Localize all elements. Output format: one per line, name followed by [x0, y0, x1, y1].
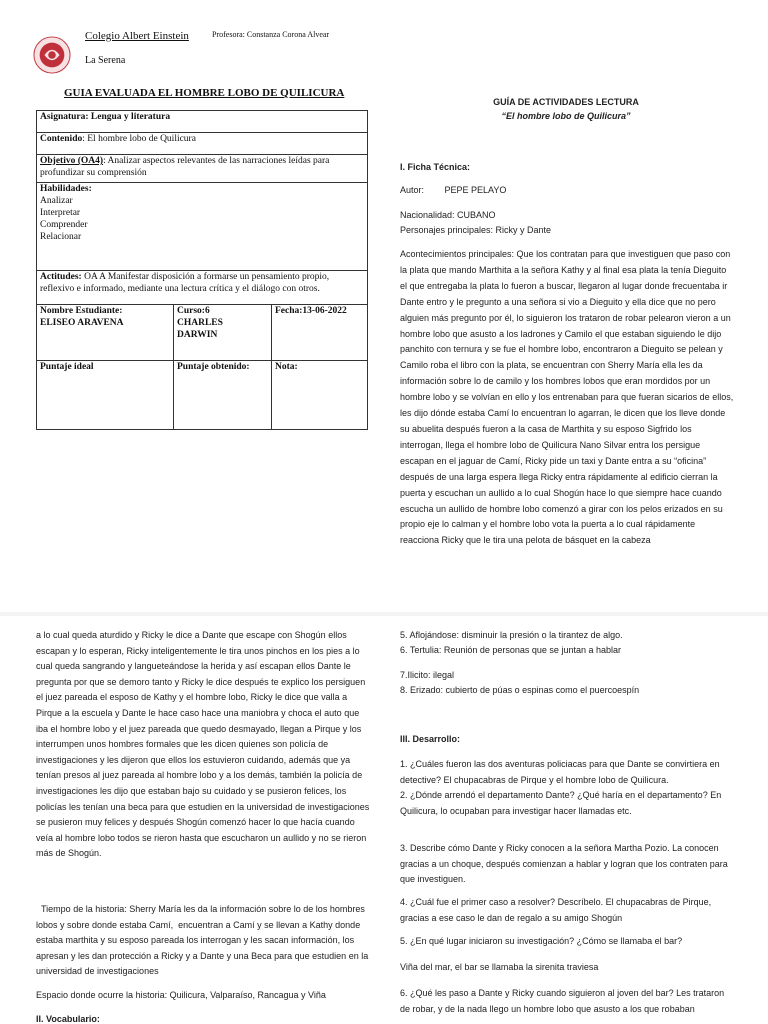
question-6: 6. ¿Qué les paso a Dante y Ricky cuando siguieron al joven del bar? Les trataron de robar, y de la nada llego un hombre lobo que asusto a los que robaban	[400, 988, 725, 1014]
question-2: 2. ¿Dónde arrendó el departamento Dante? ¿Qué haría en el departamento? En Quilicura, lo ocupaban para investigar hacer llamadas etc.	[400, 790, 722, 816]
attitudes-row	[37, 271, 367, 305]
question-5-answer: Viña del mar, el bar se llamaba la sirenita traviesa	[400, 962, 599, 972]
date-cell	[272, 305, 367, 360]
teacher-name: Profesora: Constanza Corona Alvear	[212, 30, 330, 39]
story-time-paragraph: Tiempo de la historia: Sherry María les da la información sobre lo de los hombres lobos y sobre donde estaba Camí, encuentran a Camí y se llevan a Kathy donde estaba marthita y su esposo pareada los interrogan y les sacan información, los apresan y les dan protección a Ricky y a Dante y una Beca para que estudien en la universidad de investigaciones	[36, 904, 371, 977]
question-1: 1. ¿Cuáles fueron las dos aventuras policiacas para que Dante se convirtiera en detective? El chupacabras de Pirque y el hombre lobo de Quilicura.	[400, 759, 720, 785]
attitudes-label: Actitudes:	[40, 272, 82, 282]
ideal-score-label: Puntaje ideal	[40, 362, 94, 372]
evaluation-form-table	[36, 110, 368, 430]
skill-item: Relacionar	[40, 231, 82, 242]
author-line	[400, 185, 735, 195]
subject-label: Asignatura: Lengua y literatura	[40, 112, 171, 122]
story-place-line: Espacio donde ocurre la historia: Quilicura, Valparaíso, Rancagua y Viña	[36, 990, 326, 1000]
date-label: Fecha:13-06-2022	[275, 306, 347, 316]
obtained-score-cell	[174, 361, 272, 429]
grade-cell	[272, 361, 367, 429]
vocab-item-8: 8. Erizado: cubierto de púas o espinas como el puercoespín	[400, 685, 640, 695]
city: La Serena	[85, 55, 126, 66]
grade-label: Nota:	[275, 362, 298, 372]
content-row	[37, 133, 367, 155]
course-label: Curso:6	[177, 306, 210, 316]
objective-row	[37, 155, 367, 183]
content-value: : El hombre lobo de Quilicura	[82, 134, 196, 144]
objective-label: Objetivo (OA4)	[40, 156, 104, 166]
vocab-item-5: 5. Aflojándose: disminuir la presión o la tirantez de algo.	[400, 630, 623, 640]
skills-label: Habilidades:	[40, 184, 92, 194]
student-name: ELISEO ARAVENA	[40, 317, 124, 328]
skill-item: Interpretar	[40, 207, 81, 218]
skill-item: Comprender	[40, 219, 88, 230]
obtained-score-label: Puntaje obtenido:	[177, 362, 250, 372]
characters-line: Personajes principales: Ricky y Dante	[400, 225, 552, 235]
attitudes-value: OA A Manifestar disposición a formarse un pensamiento propio, reflexivo e informado, mediante una lectura crítica y el diálogo con otros.	[40, 272, 330, 294]
author-value: PEPE PELAYO	[444, 185, 507, 195]
nationality-line: Nacionalidad: CUBANO	[400, 210, 496, 220]
section-development: III. Desarrollo:	[400, 734, 461, 744]
course-cell	[174, 305, 272, 360]
section-vocabulary: II. Vocabulario:	[36, 1014, 100, 1024]
subject-row	[37, 111, 367, 133]
student-row	[37, 305, 367, 361]
guide-title: GUIA EVALUADA EL HOMBRE LOBO DE QUILICURA	[64, 87, 345, 99]
objective-value: : Analizar aspectos relevantes de las narraciones leídas para profundizar su comprensión	[40, 156, 330, 178]
question-5: 5. ¿En qué lugar iniciaron su investigación? ¿Cómo se llamaba el bar?	[400, 936, 683, 946]
course-name: CHARLES DARWIN	[177, 317, 223, 340]
content-label: Contenido	[40, 134, 83, 144]
score-row	[37, 361, 367, 429]
events-continuation-paragraph: a lo cual queda aturdido y Ricky le dice a Dante que escape con Shogún ellos escapan y lo esperan, Ricky inteligentemente le tira unos pinchos en los pies a lo cual queda sangrando y langueteándose la herida y así escapan ellos Dante le pregunta por que se demoro tanto y Ricky le dice después te explico los persiguen el juez pareada el esposo de Kathy y el hombre lobo, Ricky le dice que valla a Pirque a la escuela y Dante le hace caso hace una maniobra y choca el auto que iba el hombre lobo y el juez pareada que quedo desmayado, llegan a Pirque y los interrumpen unos hombres formales que les dicen quienes son policía de investigaciones y les dijeron que ellos los estuvieron cuidando, además que ya tenían presos al juez pareada al hombre lobo y a los demás, también la policía de investigaciones les dijo que estaban bajo su cuidado y se pusieron felices, los policías les tenían una beca para que estudien en la universidad de investigaciones se pusieron muy felices y después Shogún comenzó hacer lo que hacía cuando veía al hombre lobo todos se rieron hasta que escucharon un aullido y no se rieron más de Shogún.	[36, 630, 370, 859]
activities-subtitle: “El hombre lobo de Quilicura”	[501, 111, 631, 121]
ideal-score-cell	[37, 361, 174, 429]
activities-title: GUÍA DE ACTIVIDADES LECTURA	[493, 97, 639, 107]
section-technical-sheet: I. Ficha Técnica:	[400, 162, 471, 172]
student-label: Nombre Estudiante:	[40, 306, 123, 316]
author-label: Autor:	[400, 185, 425, 195]
vocab-item-7: 7.Ilicito: ilegal	[400, 670, 455, 680]
skill-item: Analizar	[40, 195, 73, 206]
skills-row	[37, 183, 367, 271]
main-events-paragraph: Acontecimientos principales: Que los contratan para que investiguen que paso con la plata que mando Marthita a la señora Kathy y al final esa plata la tenía Dieguito el que entregaba la plata lo fueron a buscar, llegaron al lugar donde frecuentaba ir Dante entro y le pregunto a una señora si vio a Dieguito y ella dice que no pero alguien más pregunto por él, lo siguieron los trataron de robar pelearon vieron a un hombre lobo que asusto a los ladrones y Camilo el que estaban siguiendo le dijo panchito con ternura y se fue el hombre lobo, encontraron a Dieguito se pelean y Camilo roba el libro con la plata, se encuentran con Sherry María ella les da información sobre lo de camilo y los hombres lobos que eran mordidos por un hombre lobo y se volvían en ello y los entrenaban para que fueran sicarios de ellos, les dijo dónde estaba Camí lo encuentran lo agarran, le dicen que los lleve donde su abuelita después fueron a la casa de Marthita y su esposo Sigfrido los interrogan, llega el hombre lobo de Quilicura Nano Silvar entra los persigue escapan en el jaguar de Camí, Ricky pide un taxi y Dante entra a su “oficina” después de una larga espera llega Ricky entra rápidamente al edificio cierran la puerta y escuchan un aullido a lo cual Shogún hace lo que siempre hace cuando escucha un aullido de hombre lobo comenzó a girar con los pelos erizados en su propio eje lo calman y el hombre lobo vota la puerta a lo cual rápidamente reacciona Ricky que le tira una pelota de básquet en la cabeza	[400, 249, 734, 546]
school-name: Colegio Albert Einstein	[85, 30, 189, 42]
question-3: 3. Describe cómo Dante y Ricky conocen a la señora Martha Pozio. La conocen gracias a un choque, después comienzan a hablar y logran que los contraten para que investiguen.	[400, 843, 728, 885]
vocab-item-6: 6. Tertulia: Reunión de personas que se juntan a hablar	[400, 645, 621, 655]
student-cell	[37, 305, 174, 360]
question-4: 4. ¿Cuál fue el primer caso a resolver? Descríbelo. El chupacabras de Pirque, gracias a ese caso le dan de regalo a su amigo Shogún	[400, 897, 712, 923]
school-logo-icon	[33, 36, 71, 74]
page-bottom	[0, 616, 768, 1024]
